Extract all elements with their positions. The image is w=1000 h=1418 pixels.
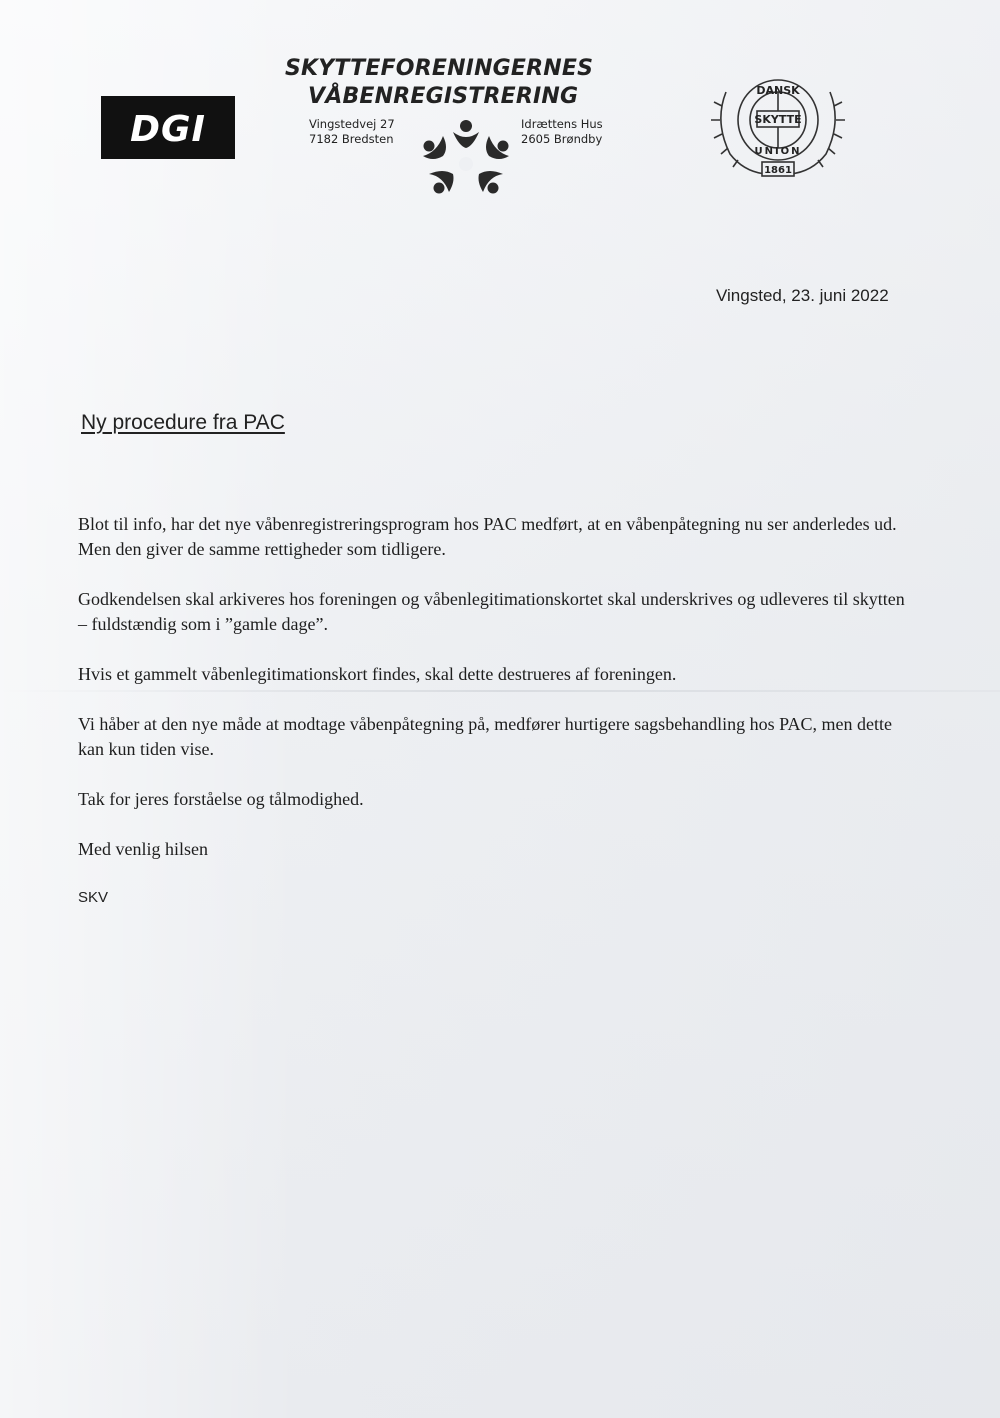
letter-body (78, 512, 918, 886)
paragraph: Tak for jeres forståelse og tålmodighed. (78, 789, 364, 809)
star-center (459, 157, 473, 171)
figure-head-icon (488, 183, 499, 194)
closing-line: Med venlig hilsen (78, 839, 208, 859)
address-left-line1: Vingstedvej 27 (309, 117, 395, 131)
paragraph: Hvis et gammelt våbenlegitimationskort findes, skal dette destrueres af foreningen. (78, 664, 677, 684)
dansk-skytte-union-logo (708, 62, 848, 186)
dgi-logo-graphic (101, 96, 235, 159)
address-right (521, 117, 603, 147)
paragraph: Vi håber at den nye måde at modtage våbenpåtegning på, medfører hurtigere sagsbehandling hos PAC, men dette kan kun tiden vise. (78, 714, 893, 759)
laurel-left-icon (721, 92, 766, 174)
dgi-logo-text: DGI (130, 109, 206, 150)
paragraph: Godkendelsen skal arkiveres hos foreningen og våbenlegitimationskortet skal underskrives og udleveres til skytten – fuldstændig som i ”gamle dage”. (78, 589, 905, 634)
laurel-leaves-left (711, 102, 738, 167)
letterhead-title-line1: SKYTTEFORENINGERNES (285, 56, 594, 81)
figure-head-icon (424, 141, 435, 152)
address-left (309, 117, 395, 147)
letter-subject: Ny procedure fra PAC (81, 411, 285, 434)
address-right-line2: 2605 Brøndby (521, 132, 603, 146)
paragraph: Blot til info, har det nye våbenregistreringsprogram hos PAC medført, at en våbenpåtegning nu ser anderledes ud. Men den giver de samme rettigheder som tidligere. (78, 514, 897, 559)
dgi-logo (101, 96, 235, 159)
letterhead-title-line2: VÅBENREGISTRERING (308, 84, 579, 109)
figure-head-icon (434, 183, 445, 194)
address-right-line1: Idrættens Hus (521, 117, 603, 131)
laurel-leaves-right (818, 102, 845, 167)
letter-sender: SKV (78, 889, 109, 906)
logo-middle-text: SKYTTE (754, 113, 802, 126)
figure-head-icon (498, 141, 509, 152)
logo-year-text: 1861 (764, 165, 792, 176)
logo-top-text: DANSK (756, 84, 800, 97)
address-left-line2: 7182 Bredsten (309, 132, 394, 146)
letterhead-title (285, 55, 685, 111)
laurel-right-icon (790, 92, 835, 174)
letter-date: Vingsted, 23. juni 2022 (716, 286, 889, 305)
star-figures-logo (413, 112, 519, 204)
figure-head-icon (460, 120, 472, 132)
logo-bottom-text: UNION (754, 146, 802, 157)
figure-body-icon (453, 132, 479, 148)
